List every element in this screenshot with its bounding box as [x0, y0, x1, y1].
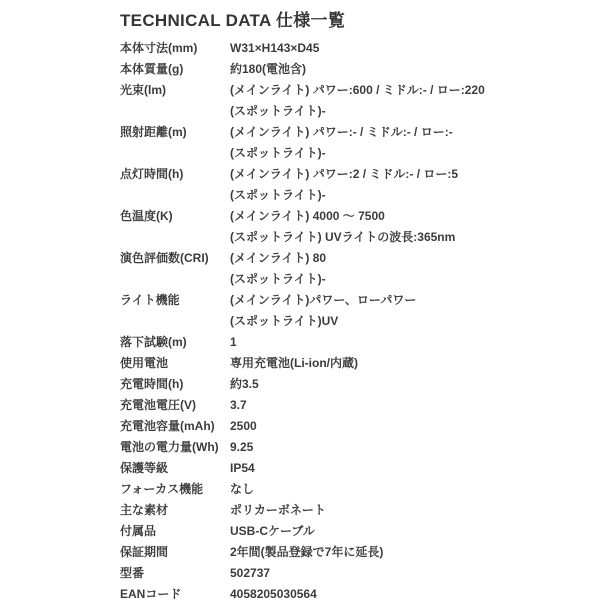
spec-value — [230, 479, 592, 500]
spec-value-line: 2500 — [230, 419, 257, 433]
spec-row — [120, 164, 592, 206]
spec-value — [230, 59, 592, 80]
spec-label: 点灯時間(h) — [120, 167, 184, 181]
spec-value — [230, 248, 592, 290]
spec-row — [120, 563, 592, 584]
spec-value-line: (メインライト)パワー、ローパワー — [230, 293, 417, 307]
spec-value-line: 約3.5 — [230, 377, 259, 391]
spec-value-line: 2年間(製品登録で7年に延長) — [230, 545, 384, 559]
spec-row — [120, 437, 592, 458]
spec-value-line: 3.7 — [230, 398, 247, 412]
spec-value — [230, 416, 592, 437]
spec-label: 充電池容量(mAh) — [120, 419, 215, 433]
spec-row — [120, 395, 592, 416]
spec-value-line: W31×H143×D45 — [230, 41, 320, 55]
spec-value-line: 約180(電池含) — [230, 62, 307, 76]
spec-row — [120, 332, 592, 353]
spec-value-line: (メインライト) 4000 〜 7500 — [230, 209, 385, 223]
spec-value — [230, 80, 592, 122]
spec-label: 演色評価数(CRI) — [120, 251, 209, 265]
spec-value-line: (スポットライト) UVライトの波長:365nm — [230, 230, 456, 244]
spec-value — [230, 38, 592, 59]
spec-label: 保証期間 — [120, 545, 169, 559]
spec-value-line: なし — [230, 482, 255, 496]
spec-label: ライト機能 — [120, 293, 180, 307]
spec-value-line: (メインライト) パワー:2 / ミドル:- / ロー:5 — [230, 167, 459, 181]
spec-value-line: (スポットライト)- — [230, 146, 326, 160]
spec-label: 主な素材 — [120, 503, 169, 517]
spec-row — [120, 353, 592, 374]
spec-value — [230, 164, 592, 206]
spec-row — [120, 122, 592, 164]
spec-row — [120, 416, 592, 437]
spec-row — [120, 374, 592, 395]
spec-sheet — [120, 11, 592, 605]
spec-value-line: (メインライト) 80 — [230, 251, 327, 265]
spec-value-line: IP54 — [230, 461, 255, 475]
spec-value — [230, 122, 592, 164]
spec-row — [120, 500, 592, 521]
spec-row — [120, 248, 592, 290]
spec-value — [230, 437, 592, 458]
spec-label: EANコード — [120, 587, 182, 601]
spec-label: 本体質量(g) — [120, 62, 184, 76]
spec-value — [230, 521, 592, 542]
spec-label: 充電池電圧(V) — [120, 398, 196, 412]
spec-value-line: ポリカーボネート — [230, 503, 326, 517]
spec-label: 照射距離(m) — [120, 125, 187, 139]
spec-label: 色温度(K) — [120, 209, 173, 223]
spec-row — [120, 290, 592, 332]
spec-label: 電池の電力量(Wh) — [120, 440, 219, 454]
spec-value — [230, 458, 592, 479]
spec-label: 本体寸法(mm) — [120, 41, 198, 55]
spec-label: 充電時間(h) — [120, 377, 184, 391]
spec-value-line: 502737 — [230, 566, 271, 580]
spec-value-line: 1 — [230, 335, 237, 349]
spec-label: 光束(lm) — [120, 83, 166, 97]
spec-value-line: (スポットライト)- — [230, 104, 326, 118]
spec-value-line: (スポットライト)- — [230, 272, 326, 286]
spec-row — [120, 479, 592, 500]
spec-table — [120, 38, 592, 605]
spec-value — [230, 542, 592, 563]
spec-value — [230, 500, 592, 521]
spec-value-line: (スポットライト)- — [230, 188, 326, 202]
spec-value-line: 専用充電池(Li-ion/内蔵) — [230, 356, 358, 370]
spec-value — [230, 563, 592, 584]
spec-row — [120, 542, 592, 563]
spec-label: 型番 — [120, 566, 145, 580]
spec-value — [230, 584, 592, 605]
spec-label: 保護等級 — [120, 461, 169, 475]
spec-value — [230, 206, 592, 248]
spec-value — [230, 290, 592, 332]
spec-label: 付属品 — [120, 524, 157, 538]
spec-value — [230, 374, 592, 395]
spec-value — [230, 332, 592, 353]
spec-label: 落下試験(m) — [120, 335, 187, 349]
spec-row — [120, 59, 592, 80]
spec-row — [120, 458, 592, 479]
spec-value-line: (スポットライト)UV — [230, 314, 339, 328]
spec-value-line: (メインライト) パワー:- / ミドル:- / ロー:- — [230, 125, 453, 139]
spec-row — [120, 206, 592, 248]
spec-value — [230, 353, 592, 374]
spec-value-line: 4058205030564 — [230, 587, 317, 601]
spec-label: フォーカス機能 — [120, 482, 204, 496]
spec-value — [230, 395, 592, 416]
spec-row — [120, 521, 592, 542]
spec-value-line: (メインライト) パワー:600 / ミドル:- / ロー:220 — [230, 83, 485, 97]
spec-row — [120, 584, 592, 605]
spec-value-line: USB-Cケーブル — [230, 524, 315, 538]
spec-row — [120, 80, 592, 122]
spec-label: 使用電池 — [120, 356, 169, 370]
spec-value-line: 9.25 — [230, 440, 254, 454]
spec-row — [120, 38, 592, 59]
page-title: TECHNICAL DATA 仕様一覧 — [120, 11, 346, 30]
